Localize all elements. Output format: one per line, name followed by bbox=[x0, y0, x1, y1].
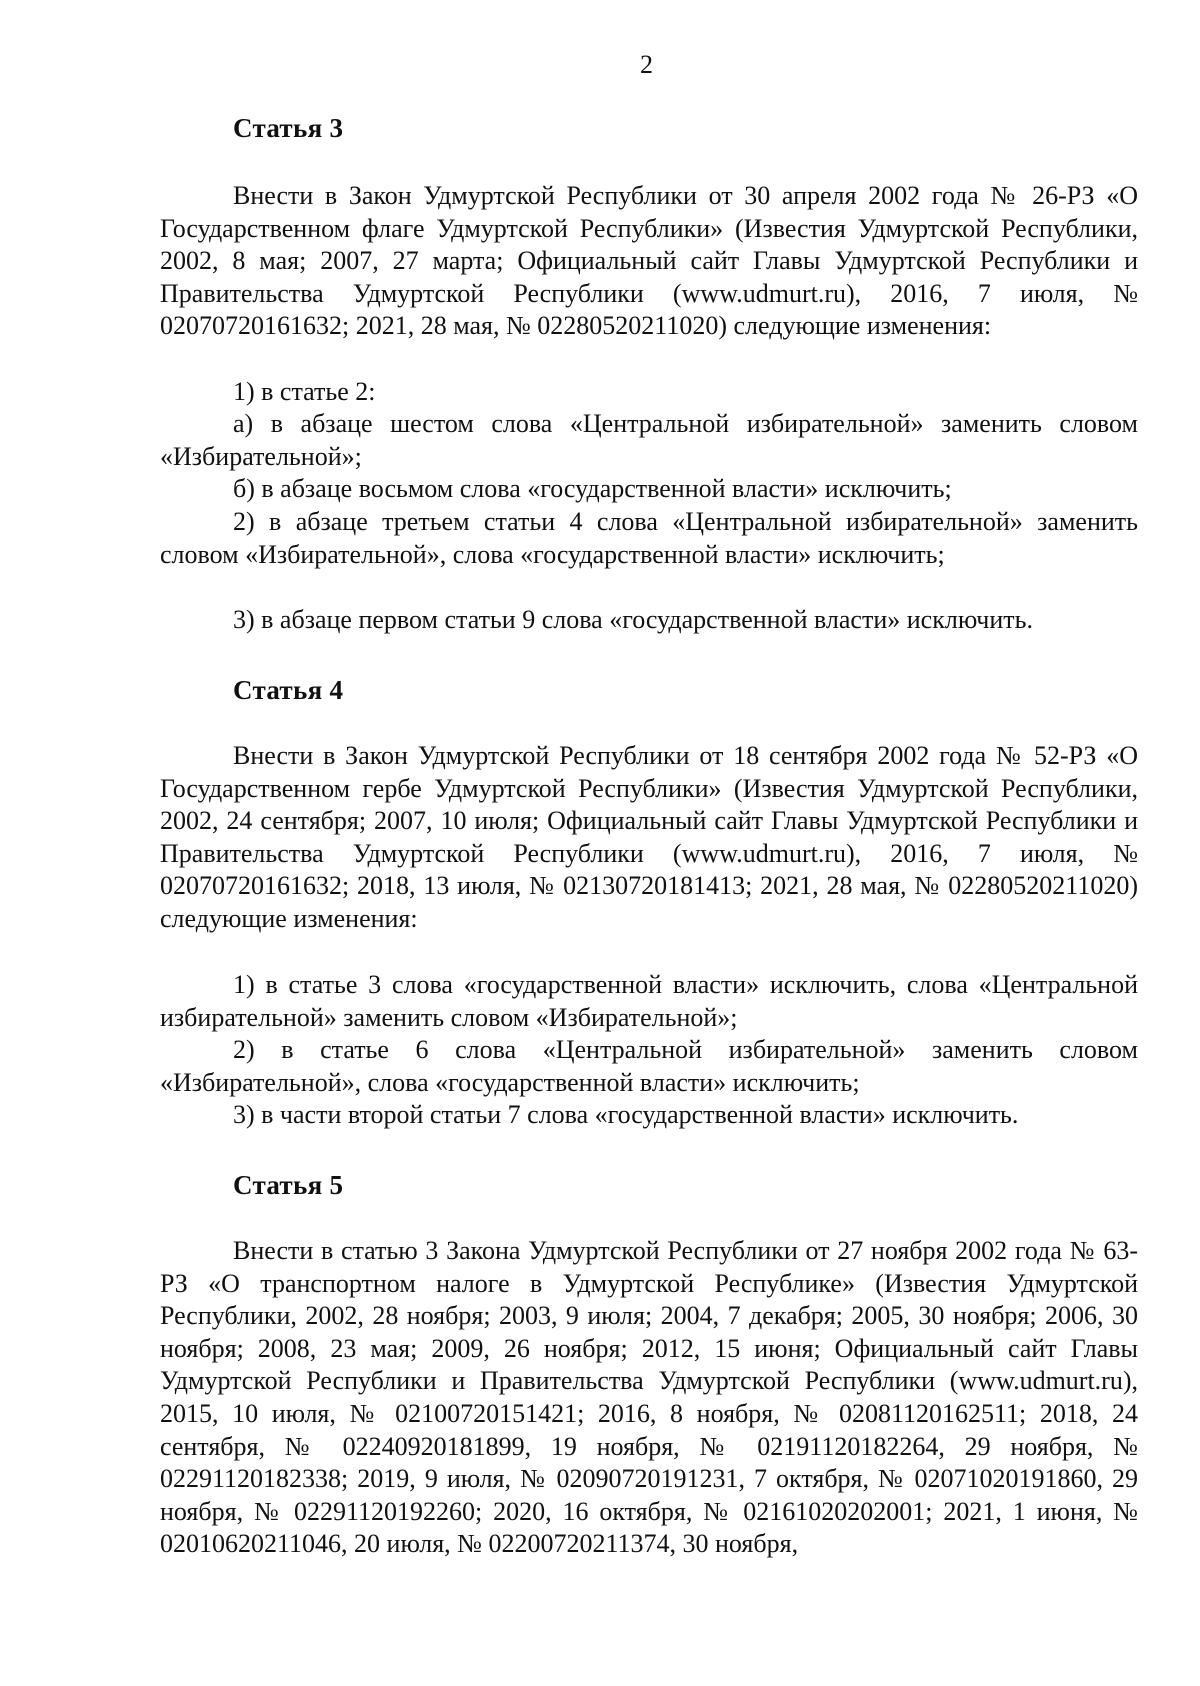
article-3-paragraph: Внести в Закон Удмуртской Республики от 30 апреля 2002 года № 26-РЗ «О Государственном флаге Удмуртской Республики» (Известия Удмуртской Республики, 2002, 8 мая; 2007, 27 марта; Официальный сайт Главы Удмуртской Республики и Правительства Удмуртской Республики (www.udmurt.ru), 2016, 7 июля, № 02070720161632; 2021, 28 мая, № 02280520211020) следующие изменения: bbox=[160, 181, 1138, 341]
article-3-item: 1) в статье 2: bbox=[233, 377, 376, 406]
article-4-item: 1) в статье 3 слова «государственной власти» исключить, слова «Центральной избирательной» заменить словом «Избирательной»; bbox=[160, 970, 1138, 1032]
article-3-item: б) в абзаце восьмом слова «государственной власти» исключить; bbox=[233, 474, 952, 503]
article-4-item: 3) в части второй статьи 7 слова «государственной власти» исключить. bbox=[233, 1100, 1019, 1129]
article-4-heading: Статья 4 bbox=[233, 675, 344, 705]
article-3-item: 3) в абзаце первом статьи 9 слова «государственной власти» исключить. bbox=[233, 605, 1033, 634]
article-5-paragraph: Внести в статью 3 Закона Удмуртской Республики от 27 ноября 2002 года № 63-РЗ «О транспортном налоге в Удмуртской Республике» (Известия Удмуртской Республики, 2002, 28 ноября; 2003, 9 июля; 2004, 7 декабря; 2005, 30 ноября; 2006, 30 ноября; 2008, 23 мая; 2009, 26 ноября; 2012, 15 июня; Официальный сайт Главы Удмуртской Республики и Правительства Удмуртской Республики (www.udmurt.ru), 2015, 10 июля, № 02100720151421; 2016, 8 ноября, № 02081120162511; 2018, 24 сентября, № 02240920181899, 19 ноября, № 02191120182264, 29 ноября, № 02291120182338; 2019, 9 июля, № 02090720191231, 7 октября, № 02071020191860, 29 ноября, № 02291120192260; 2020, 16 октября, № 02161020202001; 2021, 1 июня, № 02010620211046, 20 июля, № 02200720211374, 30 ноября, bbox=[160, 1236, 1138, 1559]
article-3-item: 2) в абзаце третьем статьи 4 слова «Центральной избирательной» заменить словом «Избирательной», слова «государственной власти» исключить; bbox=[160, 507, 1138, 569]
article-4-paragraph: Внести в Закон Удмуртской Республики от 18 сентября 2002 года № 52-РЗ «О Государственном гербе Удмуртской Республики» (Известия Удмуртской Республики, 2002, 24 сентября; 2007, 10 июля; Официальный сайт Главы Удмуртской Республики и Правительства Удмуртской Республики (www.udmurt.ru), 2016, 7 июля, № 02070720161632; 2018, 13 июля, № 02130720181413; 2021, 28 мая, № 02280520211020) следующие изменения: bbox=[160, 741, 1138, 933]
article-3-item: а) в абзаце шестом слова «Центральной избирательной» заменить словом «Избирательной»; bbox=[160, 409, 1138, 471]
article-5-heading: Статья 5 bbox=[233, 1170, 344, 1200]
page-number: 2 bbox=[640, 50, 653, 79]
article-4-item: 2) в статье 6 слова «Центральной избирательной» заменить словом «Избирательной», слова «государственной власти» исключить; bbox=[160, 1035, 1138, 1097]
article-3-heading: Статья 3 bbox=[233, 113, 344, 143]
